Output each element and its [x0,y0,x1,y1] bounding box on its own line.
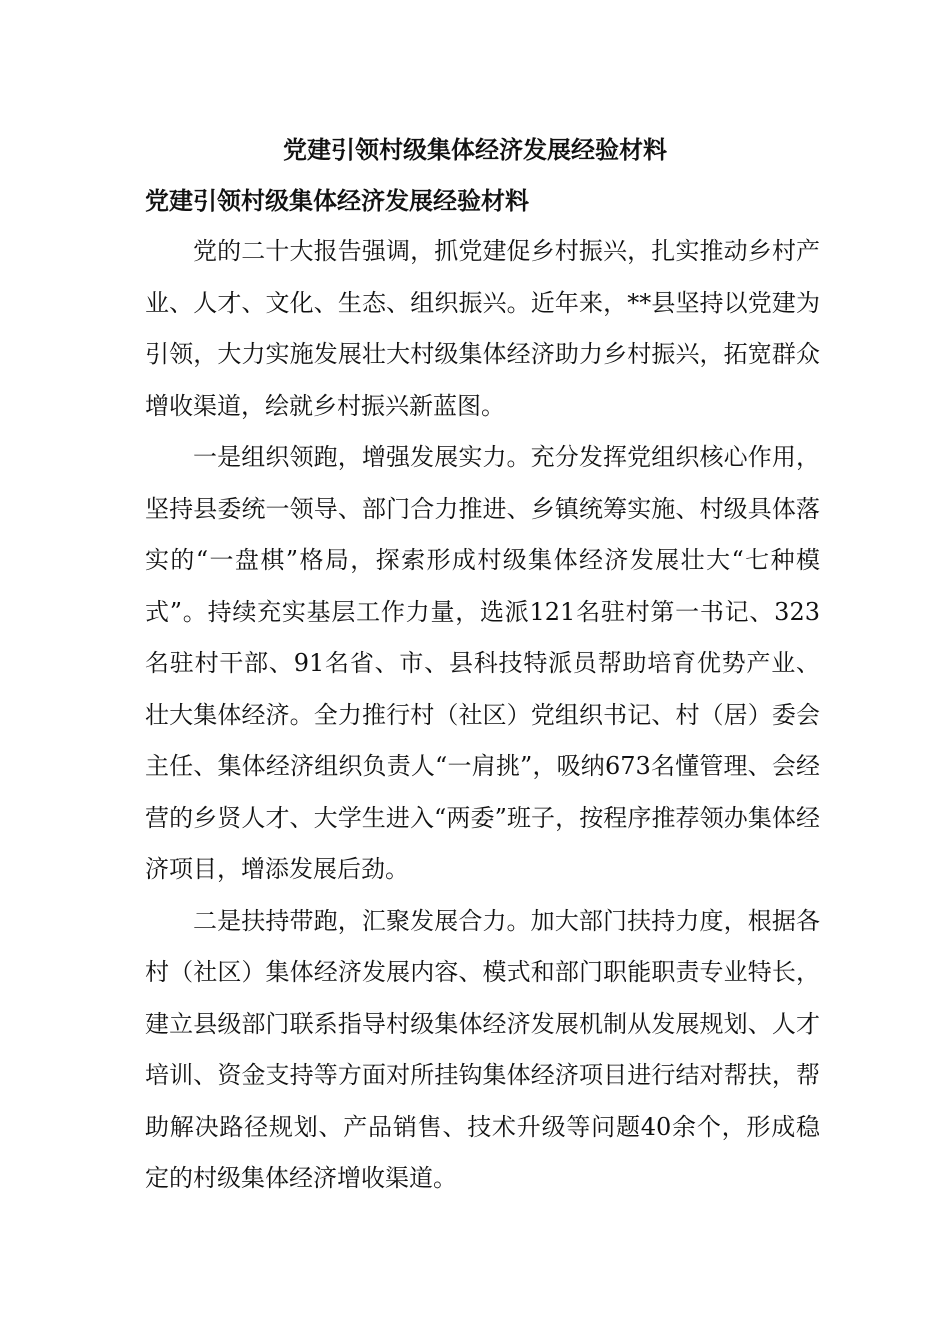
paragraph-support: 二是扶持带跑，汇聚发展合力。加大部门扶持力度，根据各村（社区）集体经济发展内容、模式和部门职能职责专业特长，建立县级部门联系指导村级集体经济发展机制从发展规划、人才培训、资金支持等方面对所挂钩集体经济项目进行结对帮扶，帮助解决路径规划、产品销售、技术升级等问题40余个，形成稳定的村级集体经济增收渠道。 [145,906,820,1192]
document-title: 党建引领村级集体经济发展经验材料 [283,135,667,164]
document-body [145,226,820,1205]
document-subtitle: 党建引领村级集体经济发展经验材料 [145,186,529,215]
paragraph-intro: 党的二十大报告强调，抓党建促乡村振兴，扎实推动乡村产业、人才、文化、生态、组织振兴。近年来，**县坚持以党建为引领，大力实施发展壮大村级集体经济助力乡村振兴，拓宽群众增收渠道，绘就乡村振兴新蓝图。 [145,237,820,420]
paragraph-organization: 一是组织领跑，增强发展实力。充分发挥党组织核心作用，坚持县委统一领导、部门合力推进、乡镇统筹实施、村级具体落实的“一盘棋”格局，探索形成村级集体经济发展壮大“七种模式”。持续充实基层工作力量，选派121名驻村第一书记、323名驻村干部、91名省、市、县科技特派员帮助培育优势产业、壮大集体经济。全力推行村（社区）党组织书记、村（居）委会主任、集体经济组织负责人“一肩挑”，吸纳673名懂管理、会经营的乡贤人才、大学生进入“两委”班子，按程序推荐领办集体经济项目，增添发展后劲。 [145,443,820,883]
